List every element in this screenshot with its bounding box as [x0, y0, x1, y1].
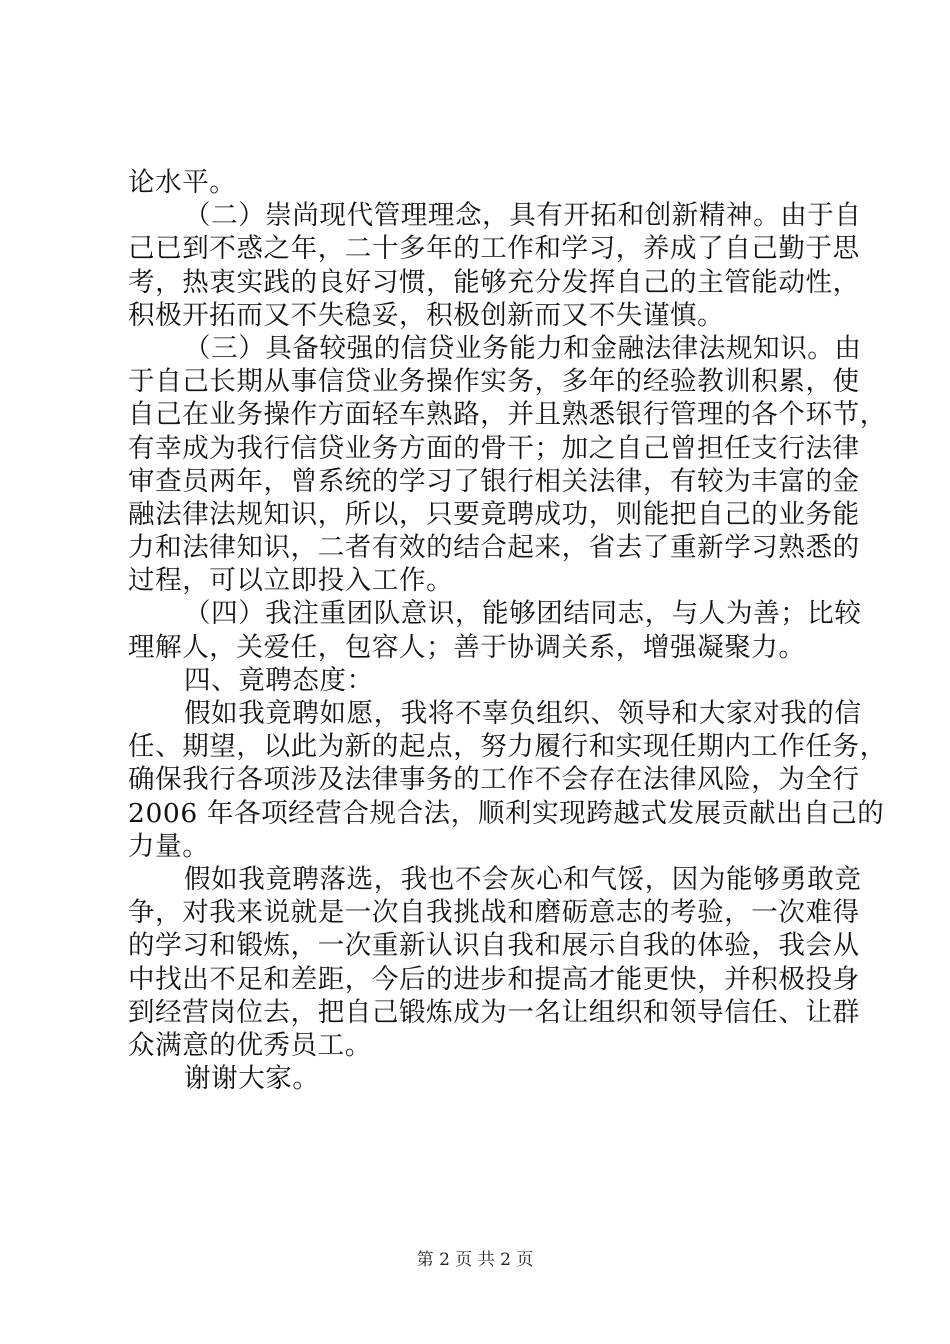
page-number-footer: 第 2 页 共 2 页 [416, 1250, 534, 1270]
closing-line: 谢谢大家。 [184, 1063, 320, 1095]
text-line: 力量。 [128, 830, 210, 862]
text-line: 力和法律知识，二者有效的结合起来，省去了重新学习熟悉的 [128, 532, 860, 564]
text-line: 众满意的优秀员工。 [128, 1029, 372, 1061]
text-line: 到经营岗位去，把自己锻炼成为一名让组织和领导信任、让群 [128, 996, 860, 1028]
document-body [128, 166, 887, 1095]
section-heading: 四、竟聘态度： [184, 664, 374, 696]
text-line: 有幸成为我行信贷业务方面的骨干；加之自己曾担任支行法律 [128, 432, 860, 464]
text-line: 己已到不惑之年，二十多年的工作和学习，养成了自己勤于思 [128, 233, 860, 265]
text-line: 于自己长期从事信贷业务操作实务，多年的经验教训积累，使 [128, 366, 860, 398]
text-line: 假如我竟聘落选，我也不会灰心和气馁，因为能够勇敢竞 [184, 863, 862, 895]
text-line: 自己在业务操作方面轻车熟路，并且熟悉银行管理的各个环节， [128, 399, 887, 431]
text-line: 假如我竟聘如愿，我将不辜负组织、领导和大家对我的信 [184, 698, 862, 729]
text-line: 融法律法规知识，所以，只要竟聘成功，则能把自己的业务能 [128, 498, 860, 530]
text-line: （四）我注重团队意识，能够团结同志，与人为善；比较 [184, 598, 862, 630]
text-line: 的学习和锻炼，一次重新认识自我和展示自我的体验，我会从 [128, 930, 860, 962]
text-line: 论水平。 [128, 167, 237, 198]
text-line: 任、期望，以此为新的起点，努力履行和实现任期内工作任务， [128, 731, 887, 763]
text-line: （三）具备较强的信贷业务能力和金融法律法规知识。由 [184, 332, 862, 364]
text-line: 中找出不足和差距，今后的进步和提高才能更快，并积极投身 [128, 963, 860, 995]
text-line: 审查员两年，曾系统的学习了银行相关法律，有较为丰富的金 [128, 465, 860, 497]
text-line: 考，热衷实践的良好习惯，能够充分发挥自己的主管能动性， [128, 266, 860, 298]
text-line: 理解人，关爱任，包容人；善于协调关系，增强凝聚力。 [128, 631, 806, 663]
text-line: 争，对我来说就是一次自我挑战和磨砺意志的考验，一次难得 [128, 897, 860, 929]
text-line: 过程，可以立即投入工作。 [128, 565, 454, 597]
text-line: 确保我行各项涉及法律事务的工作不会存在法律风险，为全行 [128, 764, 860, 796]
text-line: 2006 年各项经营合规合法，顺利实现跨越式发展贡献出自己的 [128, 797, 885, 829]
text-line: 积极开拓而又不失稳妥，积极创新而又不失谨慎。 [128, 299, 725, 331]
text-line: （二）崇尚现代管理理念，具有开拓和创新精神。由于自 [184, 200, 862, 232]
